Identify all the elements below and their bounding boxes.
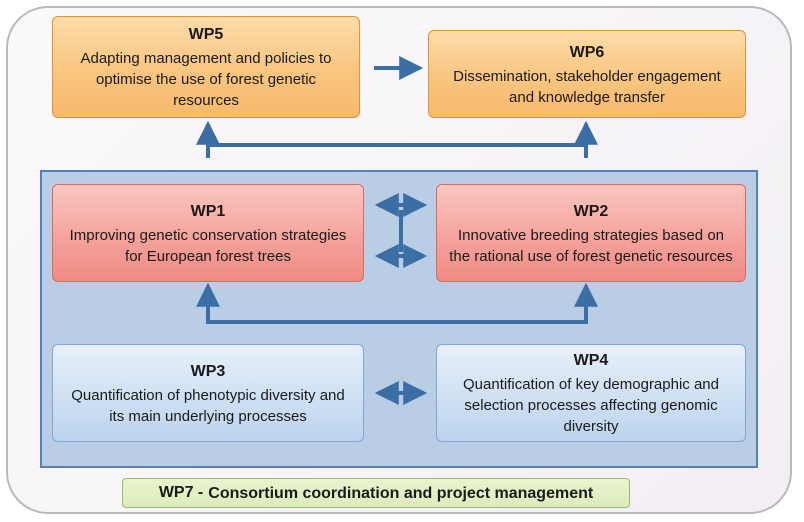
work-package-box-wp5[interactable] — [52, 16, 360, 118]
work-package-box-wp6[interactable] — [428, 30, 746, 118]
wp4-title: WP4 — [573, 352, 609, 369]
work-package-box-wp4[interactable] — [436, 344, 746, 442]
wp4-description: Quantification of key demographic and selection processes affecting genomic diversity — [463, 376, 719, 435]
wp2-title: WP2 — [573, 202, 609, 220]
wp6-description: Dissemination, stakeholder engagement and knowledge transfer — [453, 67, 721, 106]
wp1-description: Improving genetic conservation strategies for European forest trees — [69, 226, 347, 265]
work-package-box-wp1[interactable] — [52, 184, 364, 282]
wp1-title: WP1 — [190, 202, 226, 220]
wp5-description: Adapting management and policies to optimise the use of forest genetic resources — [80, 50, 332, 109]
wp6-title: WP6 — [569, 43, 605, 61]
work-package-box-wp2[interactable] — [436, 184, 746, 282]
wp5-title: WP5 — [188, 26, 224, 43]
wp3-title: WP3 — [190, 362, 226, 380]
work-package-box-wp3[interactable] — [52, 344, 364, 442]
wp3-description: Quantification of phenotypic diversity and its main underlying processes — [71, 386, 345, 425]
wp7-title: WP7 - — [158, 484, 204, 501]
wp7-description: Consortium coordination and project management — [208, 484, 594, 502]
wp2-description: Innovative breeding strategies based on the rational use of forest genetic resources — [449, 226, 733, 265]
work-package-box-wp7[interactable] — [122, 478, 630, 508]
